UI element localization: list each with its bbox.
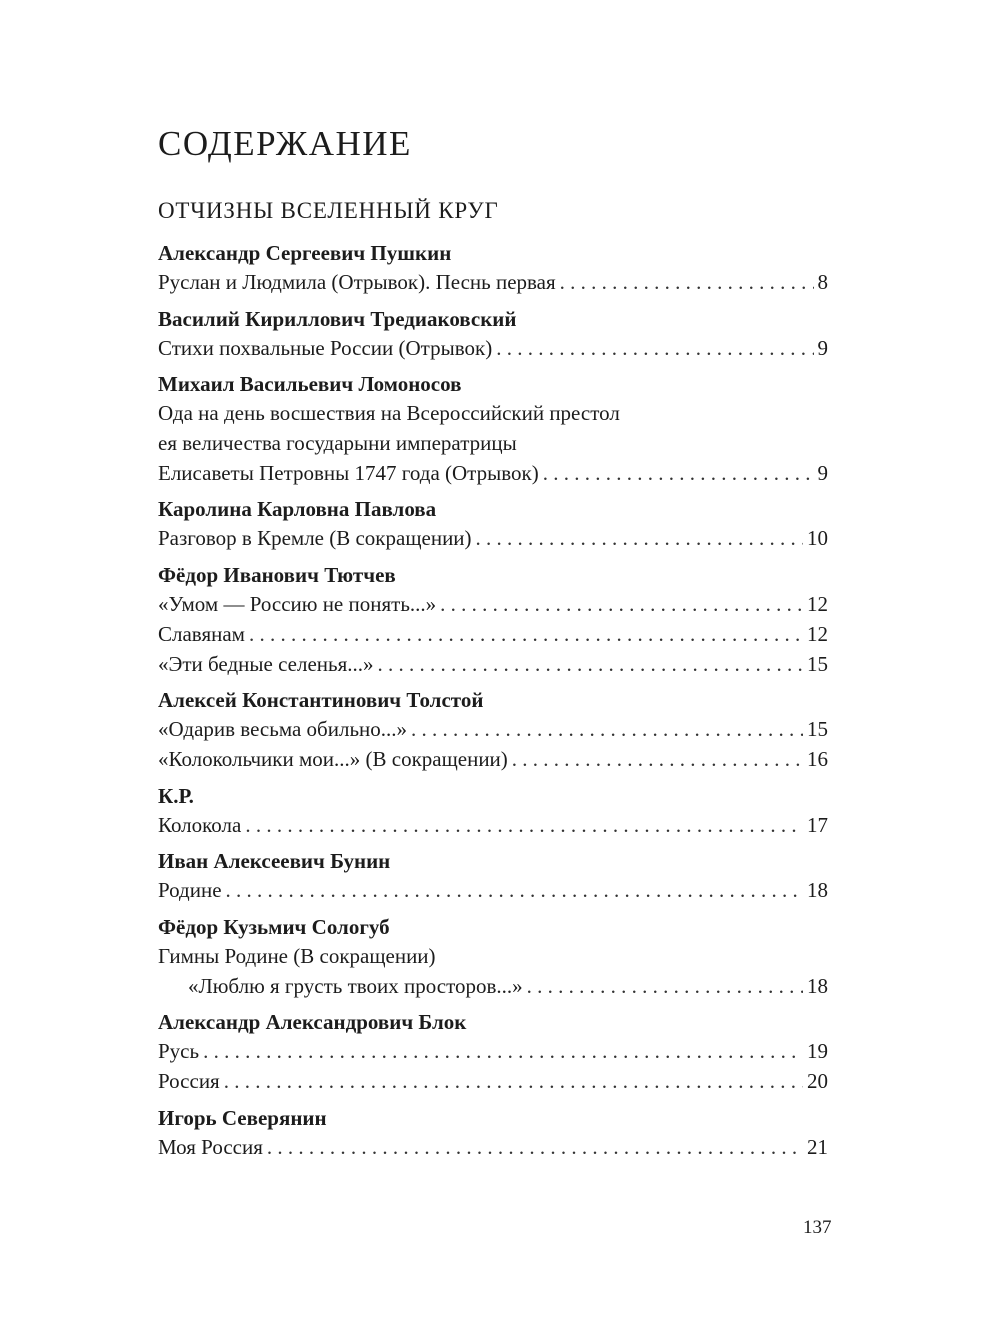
entry-title: Славянам xyxy=(158,621,245,646)
author-name: Алексей Константинович Толстой xyxy=(158,688,484,713)
author-name: К.Р. xyxy=(158,783,194,808)
entry-title: Стихи похвальные России (Отрывок) xyxy=(158,335,493,360)
dot-leader xyxy=(249,620,803,650)
entry-page-number: 9 xyxy=(817,335,828,360)
entry-page-number: 16 xyxy=(807,746,828,771)
entry-title: Елисаветы Петровны 1747 года (Отрывок) xyxy=(158,460,539,485)
dot-leader xyxy=(440,590,803,620)
entry-title: «Колокольчики мои...» (В сокращении) xyxy=(158,746,508,771)
toc-author-group xyxy=(158,846,828,906)
dot-leader xyxy=(496,334,813,364)
dot-leader xyxy=(543,459,814,489)
page-number: 137 xyxy=(803,1217,832,1238)
toc-entry[interactable] xyxy=(158,1133,828,1163)
section-title: ОТЧИЗНЫ ВСЕЛЕННЫЙ КРУГ xyxy=(158,198,499,223)
dot-leader xyxy=(224,1067,803,1097)
toc-entry[interactable] xyxy=(158,334,828,364)
author-name: Игорь Северянин xyxy=(158,1105,327,1130)
entry-page-number: 17 xyxy=(807,812,828,837)
toc-entries xyxy=(158,238,828,1162)
author-name: Фёдор Иванович Тютчев xyxy=(158,563,396,588)
entry-page-number: 10 xyxy=(807,526,828,551)
entry-title: «Одарив весьма обильно...» xyxy=(158,717,408,742)
toc-entry[interactable] xyxy=(158,590,828,620)
entry-title: «Умом — Россию не понять...» xyxy=(158,592,437,617)
entry-title: Разговор в Кремле (В сокращении) xyxy=(158,526,472,551)
author-name: Иван Алексеевич Бунин xyxy=(158,849,391,874)
toc-entry[interactable] xyxy=(158,399,828,429)
author-name: Василий Кириллович Тредиаковский xyxy=(158,306,517,331)
entry-title: ея величества государыни императрицы xyxy=(158,431,517,456)
toc-entry[interactable] xyxy=(158,620,828,650)
toc-entry[interactable] xyxy=(158,1067,828,1097)
entry-page-number: 18 xyxy=(807,973,828,998)
entry-title: «Люблю я грусть твоих просторов...» xyxy=(188,973,523,998)
toc xyxy=(158,120,828,1168)
toc-author-group xyxy=(158,238,828,298)
dot-leader xyxy=(378,650,803,680)
entry-page-number: 12 xyxy=(807,621,828,646)
toc-entry[interactable] xyxy=(158,1037,828,1067)
toc-entry[interactable] xyxy=(158,650,828,680)
entry-title: Родине xyxy=(158,878,222,903)
toc-entry[interactable] xyxy=(158,942,828,972)
dot-leader xyxy=(512,745,803,775)
toc-author-group xyxy=(158,369,828,488)
dot-leader xyxy=(560,268,814,298)
toc-author-group xyxy=(158,1103,828,1163)
toc-entry[interactable] xyxy=(158,811,828,841)
entry-page-number: 15 xyxy=(807,717,828,742)
entry-title: Ода на день восшествия на Всероссийский престол xyxy=(158,401,620,426)
page-title: СОДЕРЖАНИЕ xyxy=(158,124,412,163)
dot-leader xyxy=(476,524,803,554)
entry-page-number: 8 xyxy=(817,270,828,294)
entry-title: Россия xyxy=(158,1069,220,1093)
toc-entry[interactable] xyxy=(158,524,828,554)
entry-title: Колокола xyxy=(158,812,242,837)
toc-author-group xyxy=(158,304,828,364)
author-name: Александр Сергеевич Пушкин xyxy=(158,241,452,265)
entry-page-number: 15 xyxy=(807,651,828,676)
toc-author-group xyxy=(158,1007,828,1096)
author-name: Каролина Карловна Павлова xyxy=(158,497,437,522)
author-name: Фёдор Кузьмич Сологуб xyxy=(158,914,390,939)
entry-page-number: 19 xyxy=(807,1039,828,1064)
entry-title: «Эти бедные селенья...» xyxy=(158,651,374,676)
author-name: Михаил Васильевич Ломоносов xyxy=(158,372,462,397)
dot-leader xyxy=(226,876,803,906)
author-name: Александр Александрович Блок xyxy=(158,1010,467,1035)
toc-author-group xyxy=(158,781,828,841)
toc-entry[interactable] xyxy=(158,429,828,459)
toc-entry[interactable] xyxy=(158,876,828,906)
entry-title: Гимны Родине (В сокращении) xyxy=(158,943,436,968)
toc-entry[interactable] xyxy=(158,972,828,1002)
entry-title: Моя Россия xyxy=(158,1134,263,1159)
dot-leader xyxy=(267,1133,803,1163)
dot-leader xyxy=(203,1037,803,1067)
toc-entry[interactable] xyxy=(158,459,828,489)
entry-page-number: 18 xyxy=(807,878,828,903)
toc-entry[interactable] xyxy=(158,715,828,745)
entry-page-number: 21 xyxy=(807,1134,828,1159)
toc-author-group xyxy=(158,912,828,1001)
toc-entry[interactable] xyxy=(158,268,828,298)
dot-leader xyxy=(527,972,803,1002)
entry-page-number: 20 xyxy=(807,1069,828,1093)
entry-page-number: 12 xyxy=(807,592,828,617)
entry-title: Русь xyxy=(158,1039,200,1064)
toc-author-group xyxy=(158,494,828,554)
dot-leader xyxy=(245,811,803,841)
toc-entry[interactable] xyxy=(158,745,828,775)
entry-title: Руслан и Людмила (Отрывок). Песнь первая xyxy=(158,270,556,294)
toc-author-group xyxy=(158,560,828,679)
toc-author-group xyxy=(158,685,828,774)
entry-page-number: 9 xyxy=(817,460,828,485)
dot-leader xyxy=(411,715,803,745)
